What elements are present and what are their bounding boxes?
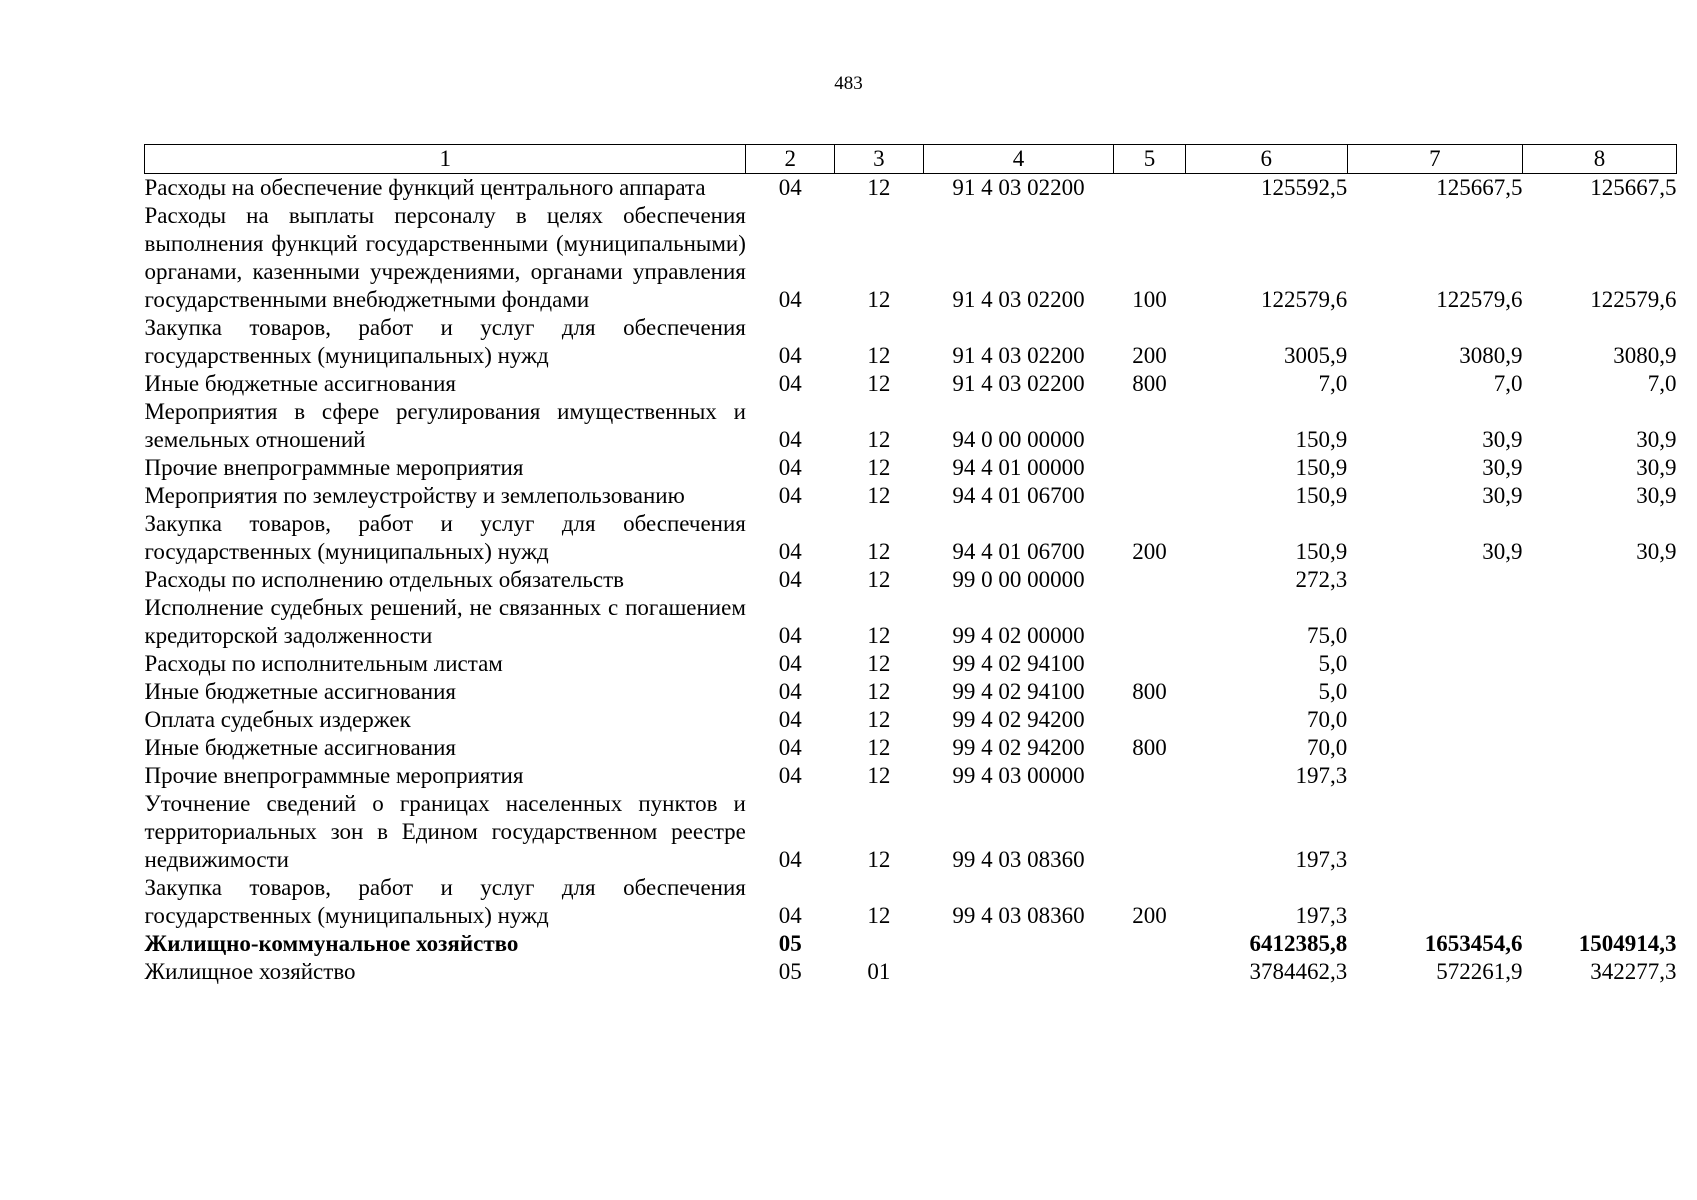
amount-col-6: 3784462,3 [1249,959,1348,984]
section-code: 04 [778,175,802,200]
target-article-code: 94 4 01 00000 [952,455,1085,480]
row-description: Закупка товаров, работ и услуг для обеспечения государственных (муниципальных) нужд [144,315,746,368]
row-description: Уточнение сведений о границах населенных пунктов и территориальных зон в Едином государственном реестре недвижимости [144,791,746,872]
section-code: 04 [778,679,802,704]
table-row [145,790,1677,874]
subsection-code: 12 [867,343,891,368]
amount-col-8 [1523,762,1677,790]
section-code: 05 [778,959,802,984]
target-article-code: 99 4 02 94100 [952,679,1085,704]
row-description: Жилищное хозяйство [144,959,356,984]
amount-col-6: 150,9 [1295,455,1348,480]
subsection-code [835,930,924,958]
table-row [145,174,1677,203]
amount-col-7 [1347,678,1522,706]
row-description: Закупка товаров, работ и услуг для обеспечения государственных (муниципальных) нужд [144,511,746,564]
amount-col-6: 70,0 [1306,707,1348,732]
subsection-code: 12 [867,427,891,452]
table-row [145,510,1677,566]
amount-col-8 [1523,594,1677,650]
subsection-code: 12 [867,763,891,788]
amount-col-8 [1523,678,1677,706]
target-article-code: 94 4 01 06700 [952,539,1085,564]
amount-col-7: 30,9 [1482,427,1523,452]
amount-col-6: 3005,9 [1283,343,1348,368]
amount-col-7 [1347,874,1522,930]
expense-type-code: 200 [1132,903,1167,928]
expense-type-code [1114,650,1185,678]
expense-type-code [1114,398,1185,454]
amount-col-8: 30,9 [1636,427,1677,452]
budget-table [144,144,1677,986]
subsection-code: 12 [867,287,891,312]
row-description: Иные бюджетные ассигнования [144,679,456,704]
section-code: 04 [778,651,802,676]
amount-col-8: 1504914,3 [1578,931,1677,956]
row-description: Расходы по исполнению отдельных обязательств [144,567,624,592]
amount-col-6: 6412385,8 [1249,931,1348,956]
table-row [145,734,1677,762]
amount-col-7: 30,9 [1482,483,1523,508]
expense-type-code: 200 [1132,539,1167,564]
table-row [145,202,1677,314]
subsection-code: 12 [867,483,891,508]
section-code: 05 [778,931,802,956]
table-row [145,314,1677,370]
amount-col-8: 3080,9 [1613,343,1677,368]
amount-col-6: 122579,6 [1260,287,1348,312]
expense-type-code [1114,958,1185,986]
header-col-3: 3 [835,145,924,174]
table-row [145,594,1677,650]
expense-type-code [1114,594,1185,650]
table-row [145,678,1677,706]
section-code: 04 [778,427,802,452]
column-number-header [145,145,1677,174]
target-article-code [923,958,1114,986]
section-code: 04 [778,623,802,648]
amount-col-6: 5,0 [1318,651,1348,676]
row-description: Расходы по исполнительным листам [144,651,503,676]
subsection-code: 12 [867,455,891,480]
header-col-6: 6 [1185,145,1347,174]
section-code: 04 [778,371,802,396]
row-description: Оплата судебных издержек [144,707,411,732]
table-row [145,454,1677,482]
header-col-7: 7 [1347,145,1522,174]
header-col-8: 8 [1523,145,1677,174]
amount-col-7 [1347,734,1522,762]
amount-col-8: 30,9 [1636,455,1677,480]
amount-col-7: 30,9 [1482,455,1523,480]
table-row [145,398,1677,454]
target-article-code: 94 0 00 00000 [952,427,1085,452]
section-code: 04 [778,735,802,760]
table-row [145,566,1677,594]
amount-col-8 [1523,790,1677,874]
amount-col-8 [1523,706,1677,734]
subsection-code: 12 [867,371,891,396]
amount-col-7 [1347,706,1522,734]
row-description: Исполнение судебных решений, не связанных с погашением кредиторской задолженности [144,595,746,648]
expense-type-code [1114,566,1185,594]
subsection-code: 12 [867,539,891,564]
amount-col-7 [1347,762,1522,790]
amount-col-6: 150,9 [1295,539,1348,564]
expense-type-code [1114,482,1185,510]
section-code: 04 [778,539,802,564]
amount-col-6: 125592,5 [1260,175,1348,200]
target-article-code: 99 4 03 08360 [952,847,1085,872]
section-code: 04 [778,903,802,928]
target-article-code: 91 4 03 02200 [952,371,1085,396]
amount-col-6: 272,3 [1295,567,1348,592]
subsection-code: 12 [867,847,891,872]
table-body [145,174,1677,987]
subsection-code: 12 [867,623,891,648]
amount-col-7: 572261,9 [1436,959,1523,984]
amount-col-8: 7,0 [1647,371,1677,396]
target-article-code: 99 4 02 00000 [952,623,1085,648]
amount-col-7: 122579,6 [1436,287,1523,312]
target-article-code: 99 4 02 94200 [952,707,1085,732]
amount-col-8 [1523,650,1677,678]
expense-type-code: 800 [1132,735,1167,760]
section-code: 04 [778,343,802,368]
expense-type-code: 800 [1132,371,1167,396]
amount-col-6: 197,3 [1295,763,1348,788]
table-row [145,762,1677,790]
amount-col-8: 30,9 [1636,539,1677,564]
subsection-code: 12 [867,903,891,928]
target-article-code: 94 4 01 06700 [952,483,1085,508]
row-description: Расходы на обеспечение функций центрального аппарата [144,175,706,200]
table-row [145,482,1677,510]
table-row [145,958,1677,986]
subsection-code: 12 [867,567,891,592]
amount-col-7: 125667,5 [1436,175,1523,200]
subsection-code: 12 [867,651,891,676]
table-row [145,874,1677,930]
amount-col-7 [1347,790,1522,874]
target-article-code [923,930,1114,958]
section-code: 04 [778,287,802,312]
subsection-code: 01 [867,959,891,984]
subsection-code: 12 [867,175,891,200]
amount-col-7: 7,0 [1493,371,1523,396]
target-article-code: 91 4 03 02200 [952,287,1085,312]
table-row [145,706,1677,734]
subsection-code: 12 [867,735,891,760]
amount-col-8 [1523,734,1677,762]
amount-col-6: 5,0 [1318,679,1348,704]
expense-type-code: 800 [1132,679,1167,704]
row-description: Иные бюджетные ассигнования [144,371,456,396]
amount-col-8: 122579,6 [1590,287,1677,312]
section-code: 04 [778,847,802,872]
expense-type-code [1114,930,1185,958]
amount-col-7: 30,9 [1482,539,1523,564]
row-description: Закупка товаров, работ и услуг для обеспечения государственных (муниципальных) нужд [144,875,746,928]
amount-col-8 [1523,874,1677,930]
target-article-code: 99 4 03 08360 [952,903,1085,928]
amount-col-7 [1347,566,1522,594]
table-row [145,650,1677,678]
amount-col-7: 1653454,6 [1424,931,1523,956]
header-col-1: 1 [145,145,746,174]
section-code: 04 [778,567,802,592]
expense-type-code: 200 [1132,343,1167,368]
amount-col-7 [1347,594,1522,650]
amount-col-6: 70,0 [1306,735,1348,760]
amount-col-8: 342277,3 [1590,959,1677,984]
expense-type-code [1114,762,1185,790]
row-description: Прочие внепрограммные мероприятия [144,763,524,788]
target-article-code: 91 4 03 02200 [952,175,1085,200]
expense-type-code [1114,790,1185,874]
row-description: Мероприятия в сфере регулирования имущественных и земельных отношений [144,399,746,452]
row-description: Жилищно-коммунальное хозяйство [144,931,519,956]
section-code: 04 [778,455,802,480]
amount-col-8: 125667,5 [1590,175,1677,200]
amount-col-7 [1347,650,1522,678]
amount-col-8: 30,9 [1636,483,1677,508]
target-article-code: 99 4 03 00000 [952,763,1085,788]
row-description: Прочие внепрограммные мероприятия [144,455,524,480]
amount-col-6: 197,3 [1295,847,1348,872]
amount-col-6: 7,0 [1318,371,1348,396]
expense-type-code [1114,454,1185,482]
row-description: Иные бюджетные ассигнования [144,735,456,760]
table-row [145,370,1677,398]
amount-col-6: 75,0 [1306,623,1348,648]
section-code: 04 [778,763,802,788]
target-article-code: 91 4 03 02200 [952,343,1085,368]
subsection-code: 12 [867,679,891,704]
amount-col-7: 3080,9 [1459,343,1523,368]
section-code: 04 [778,707,802,732]
page-number: 483 [834,73,863,94]
target-article-code: 99 0 00 00000 [952,567,1085,592]
target-article-code: 99 4 02 94200 [952,735,1085,760]
header-col-4: 4 [923,145,1114,174]
expense-type-code [1114,706,1185,734]
section-code: 04 [778,483,802,508]
header-col-2: 2 [746,145,835,174]
amount-col-6: 197,3 [1295,903,1348,928]
table-row [145,930,1677,958]
row-description: Расходы на выплаты персоналу в целях обеспечения выполнения функций государственными (муниципальными) органами, казенными учреждениями, органами управления государственными внебюджетными фондами [144,203,746,312]
amount-col-6: 150,9 [1295,427,1348,452]
header-col-5: 5 [1114,145,1185,174]
row-description: Мероприятия по землеустройству и землепользованию [144,483,685,508]
target-article-code: 99 4 02 94100 [952,651,1085,676]
amount-col-6: 150,9 [1295,483,1348,508]
expense-type-code [1114,174,1185,203]
subsection-code: 12 [867,707,891,732]
amount-col-8 [1523,566,1677,594]
expense-type-code: 100 [1132,287,1167,312]
